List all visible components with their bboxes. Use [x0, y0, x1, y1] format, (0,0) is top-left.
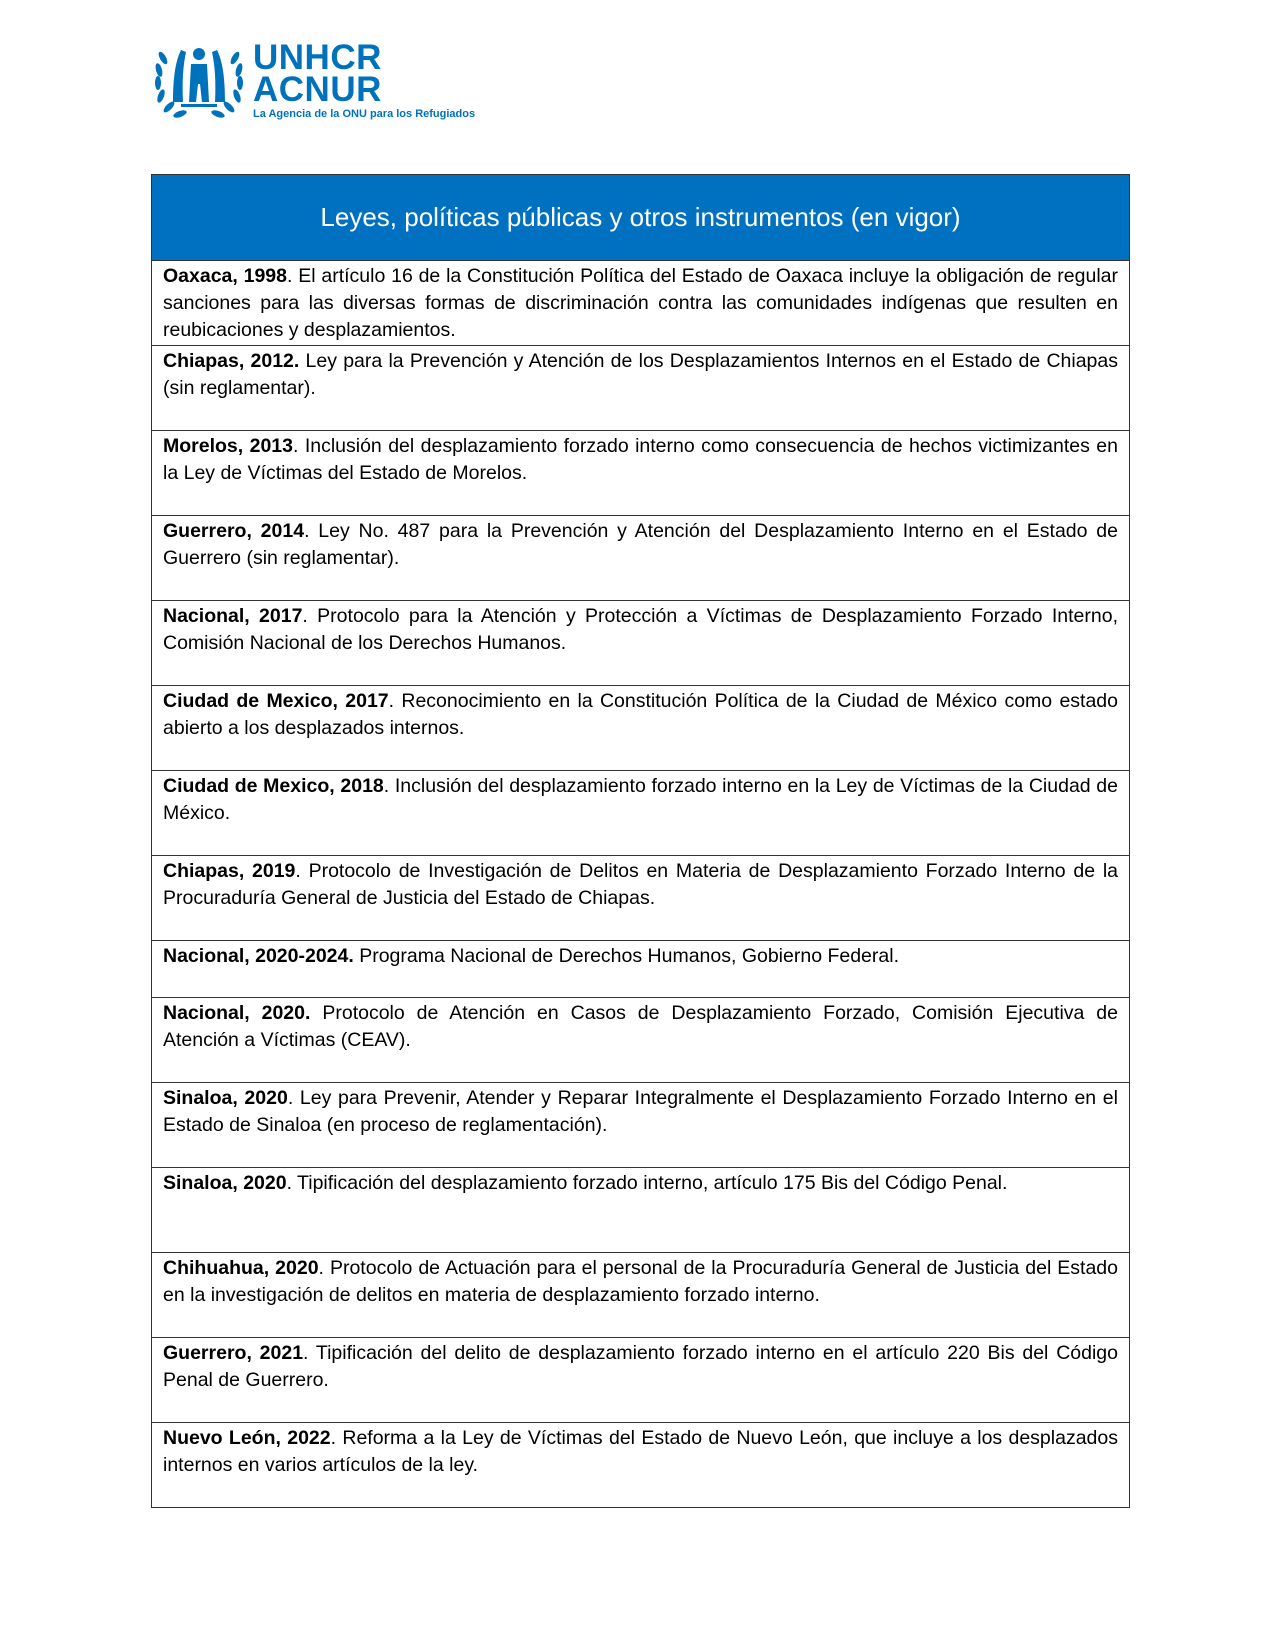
table-row [152, 346, 1130, 431]
row-text: Protocolo de Atención en Casos de Desplazamiento Forzado, Comisión Ejecutiva de Atención a Víctimas (CEAV). [163, 1002, 1118, 1051]
row-text: . Tipificación del desplazamiento forzado interno, artículo 175 Bis del Código Penal. [286, 1172, 1008, 1194]
table-cell [152, 1253, 1130, 1338]
table-cell [152, 601, 1130, 686]
row-text: Programa Nacional de Derechos Humanos, Gobierno Federal. [353, 945, 899, 967]
row-lead: Oaxaca, 1998 [163, 265, 287, 287]
table-header-row [152, 175, 1130, 261]
table-cell [152, 1083, 1130, 1168]
table-row [152, 1168, 1130, 1253]
table-row [152, 856, 1130, 941]
unhcr-emblem-icon [153, 40, 245, 120]
table-body [152, 261, 1130, 1508]
logo-tagline: La Agencia de la ONU para los Refugiados [253, 108, 476, 120]
logo-line-unhcr: UNHCR [253, 38, 382, 77]
table-row [152, 1338, 1130, 1423]
row-text: . El artículo 16 de la Constitución Política del Estado de Oaxaca incluye la obligación de regular sanciones para las diversas formas de discriminación contra las comunidades indígenas que resulten en reubicaciones y desplazamientos. [163, 265, 1119, 341]
table-cell [152, 261, 1130, 346]
row-text: . Inclusión del desplazamiento forzado interno como consecuencia de hechos victimizantes en la Ley de Víctimas del Estado de Morelos. [163, 435, 1118, 484]
row-lead: Chiapas, 2012. [163, 350, 300, 372]
row-lead: Sinaloa, 2020 [163, 1172, 287, 1194]
row-text: . Protocolo para la Atención y Protección a Víctimas de Desplazamiento Forzado Interno, Comisión Nacional de los Derechos Humanos. [163, 605, 1118, 654]
row-lead: Nacional, 2020. [163, 1002, 311, 1024]
table-row [152, 601, 1130, 686]
unhcr-logo [153, 40, 513, 122]
row-lead: Guerrero, 2021 [163, 1342, 304, 1364]
table-cell [152, 1423, 1130, 1508]
table-cell [152, 1338, 1130, 1423]
row-text: Ley para la Prevención y Atención de los Desplazamientos Internos en el Estado de Chiapas (sin reglamentar). [163, 350, 1118, 399]
logo-text [253, 38, 476, 120]
table-cell [152, 771, 1130, 856]
row-lead: Ciudad de Mexico, 2018 [163, 775, 384, 797]
row-lead: Ciudad de Mexico, 2017 [163, 690, 389, 712]
table-cell [152, 998, 1130, 1083]
row-lead: Nacional, 2017 [163, 605, 303, 627]
row-lead: Guerrero, 2014 [163, 520, 305, 542]
table-cell [152, 516, 1130, 601]
instruments-table [151, 174, 1130, 1508]
table-row [152, 1083, 1130, 1168]
table-row [152, 261, 1130, 346]
table-cell [152, 856, 1130, 941]
table-row [152, 998, 1130, 1083]
row-lead: Nacional, 2020-2024. [163, 945, 354, 967]
row-text: . Protocolo de Actuación para el personal de la Procuraduría General de Justicia del Estado en la investigación de delitos en materia de desplazamiento forzado interno. [163, 1257, 1118, 1306]
table-row [152, 1423, 1130, 1508]
row-text: . Reconocimiento en la Constitución Política de la Ciudad de México como estado abierto a los desplazados internos. [163, 690, 1118, 739]
row-text: . Tipificación del delito de desplazamiento forzado interno en el artículo 220 Bis del Código Penal de Guerrero. [163, 1342, 1118, 1391]
table-row [152, 516, 1130, 601]
table-cell [152, 941, 1130, 998]
table-cell [152, 1168, 1130, 1253]
table-cell [152, 686, 1130, 771]
table-row [152, 686, 1130, 771]
table-row [152, 431, 1130, 516]
table-row [152, 941, 1130, 998]
row-text: . Inclusión del desplazamiento forzado interno en la Ley de Víctimas de la Ciudad de México. [163, 775, 1118, 824]
row-lead: Nuevo León, 2022 [163, 1427, 331, 1449]
row-text: . Ley No. 487 para la Prevención y Atención del Desplazamiento Interno en el Estado de Guerrero (sin reglamentar). [163, 520, 1118, 569]
row-text: . Reforma a la Ley de Víctimas del Estado de Nuevo León, que incluye a los desplazados internos en varios artículos de la ley. [163, 1427, 1118, 1476]
row-text: . Protocolo de Investigación de Delitos en Materia de Desplazamiento Forzado Interno de la Procuraduría General de Justicia del Estado de Chiapas. [163, 860, 1118, 909]
row-lead: Chihuahua, 2020 [163, 1257, 319, 1279]
table-row [152, 1253, 1130, 1338]
table-cell [152, 346, 1130, 431]
logo-line-acnur: ACNUR [253, 70, 382, 109]
table-cell [152, 431, 1130, 516]
row-lead: Sinaloa, 2020 [163, 1087, 288, 1109]
table-title: Leyes, políticas públicas y otros instrumentos (en vigor) [152, 175, 1130, 261]
row-lead: Morelos, 2013 [163, 435, 293, 457]
row-lead: Chiapas, 2019 [163, 860, 296, 882]
table-row [152, 771, 1130, 856]
row-text: . Ley para Prevenir, Atender y Reparar Integralmente el Desplazamiento Forzado Interno en el Estado de Sinaloa (en proceso de reglamentación). [163, 1087, 1118, 1136]
